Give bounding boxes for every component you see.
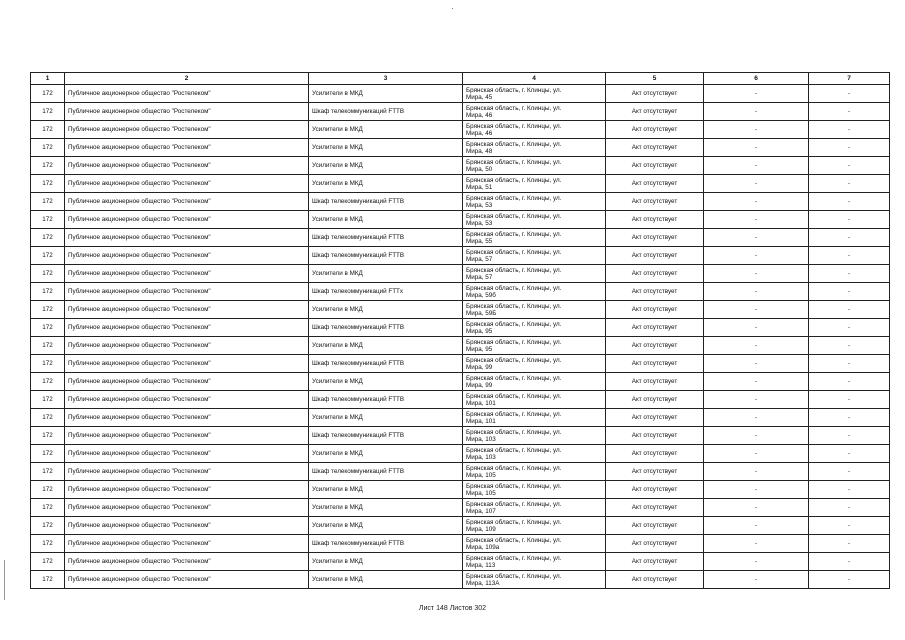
address-line-1: Брянская область, г. Клинцы, ул. (466, 248, 562, 256)
cell-col7: - (809, 139, 890, 157)
cell-equipment: Шкаф телекоммуникаций FTTB (309, 427, 463, 445)
cell-col6: - (704, 535, 809, 553)
address-line-1: Брянская область, г. Клинцы, ул. (466, 230, 562, 238)
cell-number: 172 (31, 391, 65, 409)
cell-col6: - (704, 391, 809, 409)
cell-col6: - (704, 373, 809, 391)
address-line-1: Брянская область, г. Клинцы, ул. (466, 500, 562, 508)
cell-status: Акт отсутствует (606, 499, 704, 517)
table-row (31, 445, 890, 463)
address-line-1: Брянская область, г. Клинцы, ул. (466, 320, 562, 328)
cell-status: Акт отсутствует (606, 229, 704, 247)
table-row (31, 103, 890, 121)
table-row (31, 373, 890, 391)
cell-equipment: Усилители в МКД (309, 139, 463, 157)
cell-equipment: Шкаф телекоммуникаций FTTB (309, 319, 463, 337)
cell-col6: - (704, 193, 809, 211)
table-row (31, 571, 890, 589)
page-footer: Лист 148 Листов 302 (418, 605, 487, 612)
cell-organization: Публичное акционерное общество "Ростелеком" (65, 409, 309, 427)
cell-equipment: Усилители в МКД (309, 445, 463, 463)
cell-number: 172 (31, 337, 65, 355)
cell-address (463, 481, 606, 499)
scan-speck (452, 8, 453, 9)
address-line-2: Мира, 46 (466, 129, 493, 137)
cell-equipment: Усилители в МКД (309, 265, 463, 283)
address-line-2: Мира, 45 (466, 93, 493, 101)
table-row (31, 157, 890, 175)
address-line-2: Мира, 103 (466, 453, 496, 461)
cell-col6: - (704, 229, 809, 247)
cell-number: 172 (31, 193, 65, 211)
cell-col7: - (809, 301, 890, 319)
cell-number: 172 (31, 517, 65, 535)
cell-col7: - (809, 373, 890, 391)
cell-equipment: Усилители в МКД (309, 175, 463, 193)
cell-address (463, 427, 606, 445)
address-line-2: Мира, 95 (466, 345, 493, 353)
table-row (31, 175, 890, 193)
cell-col7: - (809, 463, 890, 481)
cell-number: 172 (31, 211, 65, 229)
cell-col7: - (809, 175, 890, 193)
cell-status: Акт отсутствует (606, 535, 704, 553)
cell-address (463, 409, 606, 427)
cell-status: Акт отсутствует (606, 517, 704, 535)
cell-col7: - (809, 193, 890, 211)
address-line-2: Мира, 105 (466, 489, 496, 497)
table-row (31, 553, 890, 571)
cell-col6: - (704, 499, 809, 517)
cell-number: 172 (31, 463, 65, 481)
address-line-1: Брянская область, г. Клинцы, ул. (466, 176, 562, 184)
cell-equipment: Усилители в МКД (309, 157, 463, 175)
cell-address (463, 445, 606, 463)
cell-equipment: Усилители в МКД (309, 553, 463, 571)
cell-equipment: Усилители в МКД (309, 301, 463, 319)
cell-organization: Публичное акционерное общество "Ростелеком" (65, 391, 309, 409)
cell-organization: Публичное акционерное общество "Ростелеком" (65, 319, 309, 337)
table-row (31, 211, 890, 229)
table-row (31, 139, 890, 157)
cell-col7: - (809, 481, 890, 499)
cell-equipment: Усилители в МКД (309, 85, 463, 103)
cell-col7: - (809, 319, 890, 337)
table-row (31, 319, 890, 337)
address-line-2: Мира, 59б (466, 291, 496, 299)
cell-col7: - (809, 427, 890, 445)
cell-status: Акт отсутствует (606, 337, 704, 355)
cell-equipment: Усилители в МКД (309, 409, 463, 427)
cell-status: Акт отсутствует (606, 247, 704, 265)
table-row (31, 337, 890, 355)
address-line-2: Мира, 53 (466, 219, 493, 227)
address-line-1: Брянская область, г. Клинцы, ул. (466, 518, 562, 526)
cell-col7: - (809, 391, 890, 409)
cell-organization: Публичное акционерное общество "Ростелеком" (65, 265, 309, 283)
cell-col6: - (704, 463, 809, 481)
cell-col7: - (809, 247, 890, 265)
address-line-2: Мира, 103 (466, 435, 496, 443)
cell-col6: - (704, 265, 809, 283)
cell-address (463, 121, 606, 139)
address-line-2: Мира, 95 (466, 327, 493, 335)
cell-equipment: Усилители в МКД (309, 499, 463, 517)
cell-address (463, 103, 606, 121)
address-line-1: Брянская область, г. Клинцы, ул. (466, 86, 562, 94)
cell-col7: - (809, 121, 890, 139)
cell-col6: - (704, 121, 809, 139)
cell-status: Акт отсутствует (606, 571, 704, 589)
table-header (31, 73, 890, 85)
table-row (31, 265, 890, 283)
address-line-2: Мира, 55 (466, 237, 493, 245)
address-line-2: Мира, 51 (466, 183, 493, 191)
cell-number: 172 (31, 157, 65, 175)
cell-col6: - (704, 175, 809, 193)
table-row (31, 463, 890, 481)
cell-number: 172 (31, 229, 65, 247)
cell-equipment: Шкаф телекоммуникаций FTTB (309, 355, 463, 373)
cell-organization: Публичное акционерное общество "Ростелеком" (65, 247, 309, 265)
cell-organization: Публичное акционерное общество "Ростелеком" (65, 175, 309, 193)
cell-status: Акт отсутствует (606, 193, 704, 211)
cell-status: Акт отсутствует (606, 391, 704, 409)
cell-organization: Публичное акционерное общество "Ростелеком" (65, 229, 309, 247)
table-row (31, 499, 890, 517)
address-line-2: Мира, 113 (466, 561, 496, 569)
table-row (31, 247, 890, 265)
cell-status: Акт отсутствует (606, 553, 704, 571)
cell-equipment: Шкаф телекоммуникаций FTTB (309, 229, 463, 247)
address-line-2: Мира, 57 (466, 255, 493, 263)
cell-number: 172 (31, 301, 65, 319)
address-line-2: Мира, 99 (466, 363, 493, 371)
table-row (31, 301, 890, 319)
cell-organization: Публичное акционерное общество "Ростелеком" (65, 553, 309, 571)
cell-organization: Публичное акционерное общество "Ростелеком" (65, 427, 309, 445)
address-line-1: Брянская область, г. Клинцы, ул. (466, 158, 562, 166)
header-col-4: 4 (463, 73, 606, 85)
cell-address (463, 535, 606, 553)
cell-number: 172 (31, 283, 65, 301)
cell-equipment: Усилители в МКД (309, 211, 463, 229)
cell-equipment: Усилители в МКД (309, 337, 463, 355)
address-line-2: Мира, 99 (466, 381, 493, 389)
cell-col7: - (809, 571, 890, 589)
table-row (31, 229, 890, 247)
cell-col7: - (809, 85, 890, 103)
cell-number: 172 (31, 409, 65, 427)
table-body (31, 85, 890, 589)
cell-col6: - (704, 301, 809, 319)
cell-number: 172 (31, 175, 65, 193)
cell-col6: - (704, 157, 809, 175)
cell-col6: - (704, 355, 809, 373)
address-line-2: Мира, 46 (466, 111, 493, 119)
cell-organization: Публичное акционерное общество "Ростелеком" (65, 211, 309, 229)
cell-address (463, 319, 606, 337)
cell-address (463, 139, 606, 157)
cell-address (463, 247, 606, 265)
address-line-1: Брянская область, г. Клинцы, ул. (466, 554, 562, 562)
cell-equipment: Шкаф телекоммуникаций FTTB (309, 193, 463, 211)
cell-number: 172 (31, 499, 65, 517)
cell-col6: - (704, 553, 809, 571)
cell-number: 172 (31, 319, 65, 337)
cell-equipment: Усилители в МКД (309, 517, 463, 535)
address-line-1: Брянская область, г. Клинцы, ул. (466, 374, 562, 382)
cell-col6: - (704, 517, 809, 535)
address-line-1: Брянская область, г. Клинцы, ул. (466, 104, 562, 112)
cell-address (463, 229, 606, 247)
cell-address (463, 193, 606, 211)
table-row (31, 409, 890, 427)
cell-address (463, 211, 606, 229)
cell-organization: Публичное акционерное общество "Ростелеком" (65, 337, 309, 355)
cell-col7: - (809, 211, 890, 229)
scan-edge-mark (4, 560, 5, 600)
address-line-1: Брянская область, г. Клинцы, ул. (466, 122, 562, 130)
cell-col6: - (704, 103, 809, 121)
cell-equipment: Шкаф телекоммуникаций FTTx (309, 283, 463, 301)
cell-number: 172 (31, 373, 65, 391)
cell-number: 172 (31, 427, 65, 445)
address-line-1: Брянская область, г. Клинцы, ул. (466, 464, 562, 472)
cell-organization: Публичное акционерное общество "Ростелеком" (65, 499, 309, 517)
address-line-1: Брянская область, г. Клинцы, ул. (466, 302, 562, 310)
cell-col6: - (704, 481, 809, 499)
cell-number: 172 (31, 355, 65, 373)
address-line-2: Мира, 101 (466, 417, 496, 425)
cell-address (463, 265, 606, 283)
cell-number: 172 (31, 445, 65, 463)
cell-organization: Публичное акционерное общество "Ростелеком" (65, 373, 309, 391)
cell-col6: - (704, 319, 809, 337)
cell-col7: - (809, 409, 890, 427)
cell-equipment: Шкаф телекоммуникаций FTTB (309, 535, 463, 553)
address-line-2: Мира, 109а (466, 543, 500, 551)
cell-status: Акт отсутствует (606, 175, 704, 193)
cell-col7: - (809, 265, 890, 283)
cell-address (463, 337, 606, 355)
cell-col7: - (809, 283, 890, 301)
address-line-1: Брянская область, г. Клинцы, ул. (466, 428, 562, 436)
cell-col7: - (809, 499, 890, 517)
cell-status: Акт отсутствует (606, 409, 704, 427)
cell-status: Акт отсутствует (606, 139, 704, 157)
cell-address (463, 517, 606, 535)
cell-col6: - (704, 445, 809, 463)
address-line-1: Брянская область, г. Клинцы, ул. (466, 284, 562, 292)
cell-equipment: Шкаф телекоммуникаций FTTB (309, 103, 463, 121)
cell-col7: - (809, 157, 890, 175)
address-line-2: Мира, 57 (466, 273, 493, 281)
cell-organization: Публичное акционерное общество "Ростелеком" (65, 85, 309, 103)
cell-address (463, 283, 606, 301)
address-line-2: Мира, 59Б (466, 309, 497, 317)
address-line-2: Мира, 107 (466, 507, 496, 515)
address-line-1: Брянская область, г. Клинцы, ул. (466, 140, 562, 148)
cell-organization: Публичное акционерное общество "Ростелеком" (65, 481, 309, 499)
table-row (31, 121, 890, 139)
cell-number: 172 (31, 265, 65, 283)
cell-status: Акт отсутствует (606, 211, 704, 229)
address-line-1: Брянская область, г. Клинцы, ул. (466, 410, 562, 418)
cell-equipment: Шкаф телекоммуникаций FTTB (309, 391, 463, 409)
header-row (31, 73, 890, 85)
cell-address (463, 301, 606, 319)
registry-table (30, 72, 890, 589)
cell-address (463, 553, 606, 571)
table-row (31, 535, 890, 553)
cell-number: 172 (31, 571, 65, 589)
cell-status: Акт отсутствует (606, 265, 704, 283)
cell-number: 172 (31, 481, 65, 499)
cell-number: 172 (31, 121, 65, 139)
cell-organization: Публичное акционерное общество "Ростелеком" (65, 445, 309, 463)
cell-col7: - (809, 355, 890, 373)
header-col-5: 5 (606, 73, 704, 85)
cell-status: Акт отсутствует (606, 103, 704, 121)
cell-address (463, 373, 606, 391)
header-col-1: 1 (31, 73, 65, 85)
cell-status: Акт отсутствует (606, 121, 704, 139)
cell-col7: - (809, 553, 890, 571)
address-line-1: Брянская область, г. Клинцы, ул. (466, 338, 562, 346)
cell-status: Акт отсутствует (606, 355, 704, 373)
cell-equipment: Усилители в МКД (309, 121, 463, 139)
header-col-2: 2 (65, 73, 309, 85)
cell-address (463, 463, 606, 481)
cell-status: Акт отсутствует (606, 283, 704, 301)
cell-number: 172 (31, 85, 65, 103)
cell-organization: Публичное акционерное общество "Ростелеком" (65, 463, 309, 481)
address-line-2: Мира, 113А (466, 579, 500, 587)
cell-col6: - (704, 427, 809, 445)
table-row (31, 481, 890, 499)
cell-organization: Публичное акционерное общество "Ростелеком" (65, 301, 309, 319)
address-line-1: Брянская область, г. Клинцы, ул. (466, 212, 562, 220)
table-row (31, 517, 890, 535)
table-row (31, 85, 890, 103)
cell-number: 172 (31, 247, 65, 265)
cell-address (463, 355, 606, 373)
cell-organization: Публичное акционерное общество "Ростелеком" (65, 571, 309, 589)
cell-col7: - (809, 517, 890, 535)
address-line-1: Брянская область, г. Клинцы, ул. (466, 572, 562, 580)
header-col-6: 6 (704, 73, 809, 85)
cell-col6: - (704, 571, 809, 589)
cell-col6: - (704, 85, 809, 103)
header-col-3: 3 (309, 73, 463, 85)
cell-address (463, 499, 606, 517)
cell-organization: Публичное акционерное общество "Ростелеком" (65, 139, 309, 157)
address-line-1: Брянская область, г. Клинцы, ул. (466, 446, 562, 454)
address-line-2: Мира, 101 (466, 399, 496, 407)
cell-status: Акт отсутствует (606, 157, 704, 175)
cell-col7: - (809, 445, 890, 463)
cell-status: Акт отсутствует (606, 427, 704, 445)
table-row (31, 427, 890, 445)
cell-col6: - (704, 283, 809, 301)
cell-status: Акт отсутствует (606, 463, 704, 481)
cell-status: Акт отсутствует (606, 85, 704, 103)
address-line-1: Брянская область, г. Клинцы, ул. (466, 194, 562, 202)
table-row (31, 283, 890, 301)
cell-organization: Публичное акционерное общество "Ростелеком" (65, 355, 309, 373)
cell-status: Акт отсутствует (606, 445, 704, 463)
cell-col7: - (809, 535, 890, 553)
cell-col6: - (704, 139, 809, 157)
cell-address (463, 571, 606, 589)
cell-equipment: Усилители в МКД (309, 481, 463, 499)
cell-equipment: Шкаф телекоммуникаций FTTB (309, 247, 463, 265)
address-line-2: Мира, 53 (466, 201, 493, 209)
header-col-7: 7 (809, 73, 890, 85)
address-line-2: Мира, 50 (466, 165, 493, 173)
cell-col7: - (809, 103, 890, 121)
cell-col6: - (704, 211, 809, 229)
cell-number: 172 (31, 139, 65, 157)
cell-status: Акт отсутствует (606, 481, 704, 499)
cell-address (463, 391, 606, 409)
cell-equipment: Усилители в МКД (309, 373, 463, 391)
address-line-1: Брянская область, г. Клинцы, ул. (466, 266, 562, 274)
address-line-1: Брянская область, г. Клинцы, ул. (466, 392, 562, 400)
cell-organization: Публичное акционерное общество "Ростелеком" (65, 517, 309, 535)
cell-status: Акт отсутствует (606, 319, 704, 337)
cell-col6: - (704, 247, 809, 265)
address-line-1: Брянская область, г. Клинцы, ул. (466, 536, 562, 544)
cell-equipment: Шкаф телекоммуникаций FTTB (309, 463, 463, 481)
address-line-1: Брянская область, г. Клинцы, ул. (466, 356, 562, 364)
cell-number: 172 (31, 103, 65, 121)
cell-col6: - (704, 409, 809, 427)
cell-number: 172 (31, 553, 65, 571)
cell-organization: Публичное акционерное общество "Ростелеком" (65, 157, 309, 175)
cell-col7: - (809, 337, 890, 355)
cell-col7: - (809, 229, 890, 247)
cell-organization: Публичное акционерное общество "Ростелеком" (65, 121, 309, 139)
cell-address (463, 157, 606, 175)
address-line-2: Мира, 109 (466, 525, 496, 533)
cell-organization: Публичное акционерное общество "Ростелеком" (65, 193, 309, 211)
cell-equipment: Усилители в МКД (309, 571, 463, 589)
cell-number: 172 (31, 535, 65, 553)
cell-organization: Публичное акционерное общество "Ростелеком" (65, 103, 309, 121)
table-row (31, 193, 890, 211)
table-row (31, 391, 890, 409)
cell-status: Акт отсутствует (606, 373, 704, 391)
cell-col6: - (704, 337, 809, 355)
cell-address (463, 175, 606, 193)
cell-organization: Публичное акционерное общество "Ростелеком" (65, 283, 309, 301)
address-line-1: Брянская область, г. Клинцы, ул. (466, 482, 562, 490)
cell-address (463, 85, 606, 103)
address-line-2: Мира, 48 (466, 147, 493, 155)
table-row (31, 355, 890, 373)
cell-organization: Публичное акционерное общество "Ростелеком" (65, 535, 309, 553)
address-line-2: Мира, 105 (466, 471, 496, 479)
cell-status: Акт отсутствует (606, 301, 704, 319)
